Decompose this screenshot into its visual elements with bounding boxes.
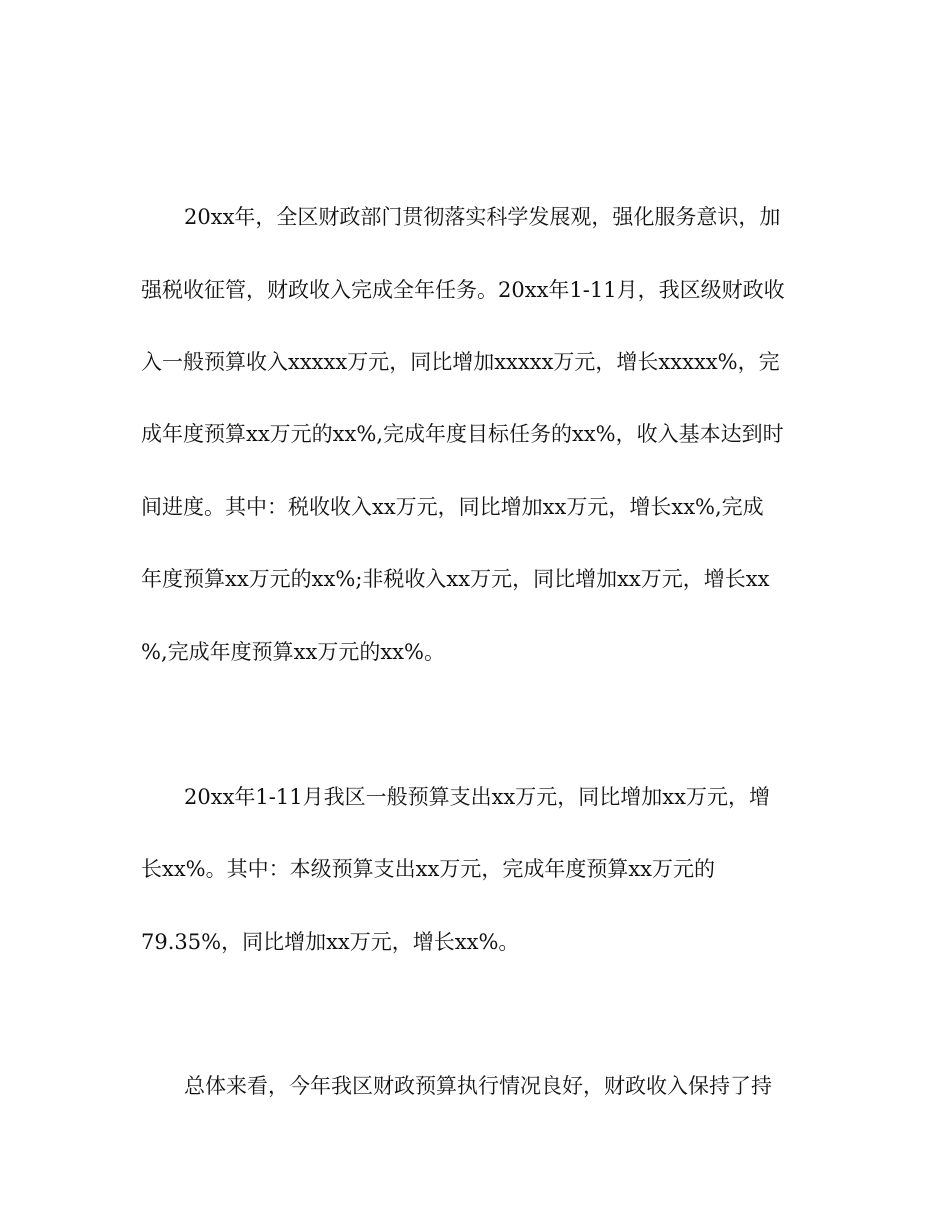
paragraph-1-line-4: 成年度预算xx万元的xx%,完成年度目标任务的xx%，收入基本达到时	[141, 422, 784, 446]
paragraph-2-line-2: 长xx%。其中：本级预算支出xx万元，完成年度预算xx万元的	[141, 857, 716, 881]
paragraph-1-line-5: 间进度。其中：税收收入xx万元，同比增加xx万元，增长xx%,完成	[141, 495, 764, 519]
paragraph-1-line-6: 年度预算xx万元的xx%;非税收入xx万元，同比增加xx万元，增长xx	[141, 567, 770, 591]
paragraph-1-line-7: %,完成年度预算xx万元的xx%。	[141, 640, 445, 664]
paragraph-2-line-3: 79.35%，同比增加xx万元，增长xx%。	[141, 930, 520, 954]
paragraph-1-line-1: 20xx年，全区财政部门贯彻落实科学发展观，强化服务意识，加	[184, 205, 781, 229]
paragraph-3-line-1: 总体来看，今年我区财政预算执行情况良好，财政收入保持了持	[184, 1074, 772, 1098]
paragraph-1-line-2: 强税收征管，财政收入完成全年任务。20xx年1-11月，我区级财政收	[141, 278, 785, 302]
paragraph-2-line-1: 20xx年1-11月我区一般预算支出xx万元，同比增加xx万元，增	[184, 785, 770, 809]
paragraph-1-line-3: 入一般预算收入xxxxx万元，同比增加xxxxx万元，增长xxxxx%，完	[141, 350, 780, 374]
